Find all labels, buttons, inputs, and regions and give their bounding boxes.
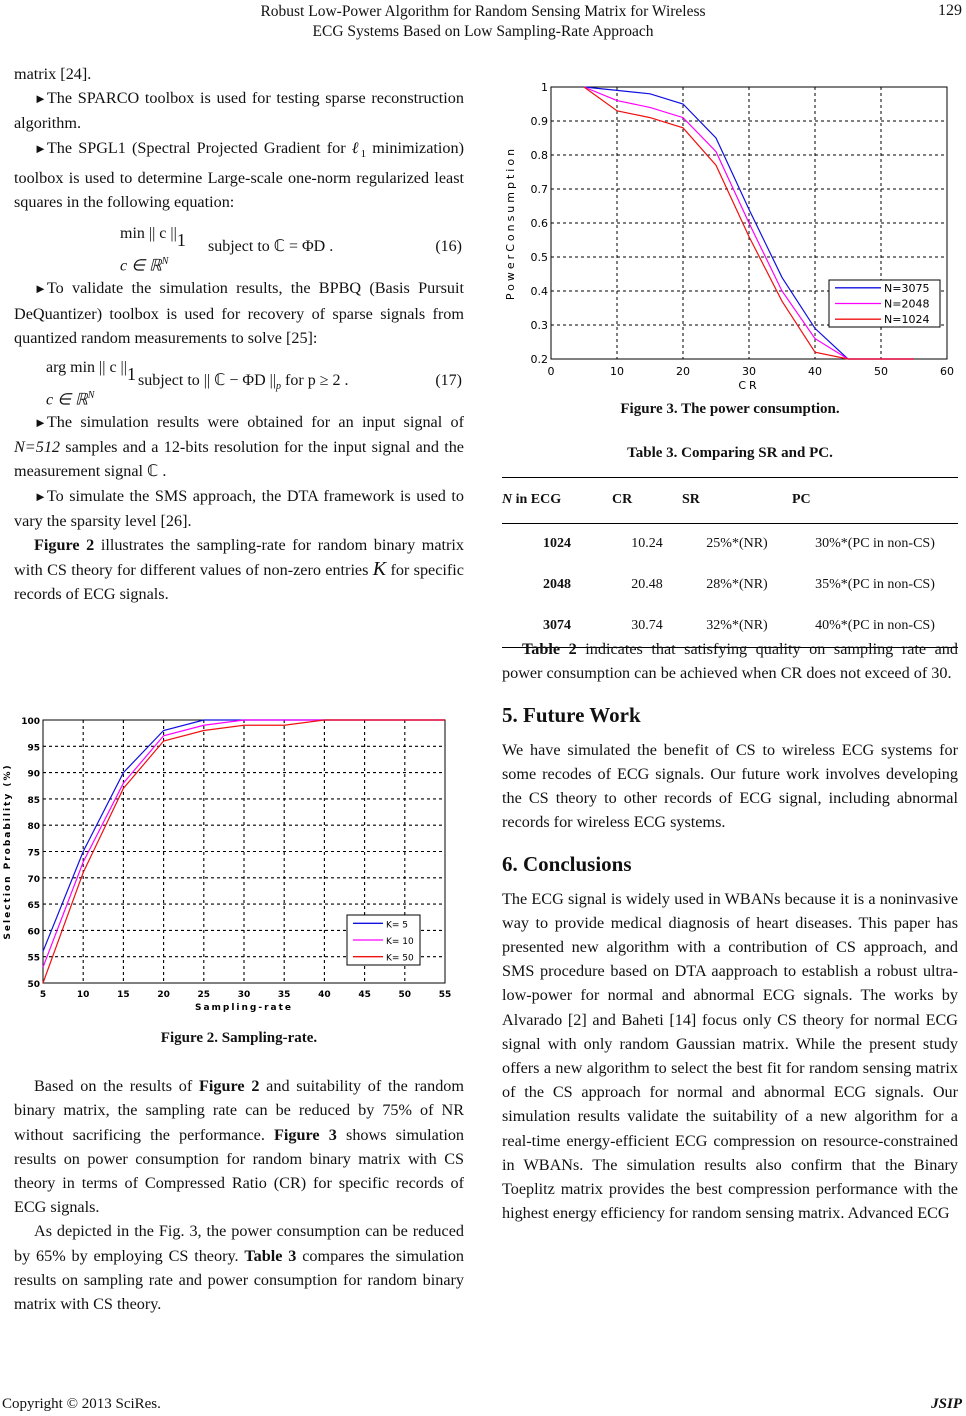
x-axis-label: Sampling-rate — [194, 1003, 294, 1013]
left-column — [14, 62, 464, 607]
journal-abbrev: JSIP — [931, 1396, 962, 1412]
y-tick-label: 0.9 — [530, 115, 548, 128]
figure-3-chart — [490, 70, 966, 390]
x-tick-label: 10 — [76, 990, 90, 1000]
x-tick-label: 0 — [547, 365, 555, 378]
y-tick-label: 80 — [27, 822, 40, 833]
table-row: 3074 30.74 32%*(NR) 40%*(PC in non-CS) — [502, 606, 958, 648]
table-row: 1024 10.24 25%*(NR) 30%*(PC in non-CS) — [543, 535, 935, 551]
paragraph-future-work: We have simulated the benefit of CS to wireless ECG systems for some recodes of ECG signals. Our future work involves developing the CS theory to other records of ECG signal, including abnormal records for wireless ECG systems. — [502, 740, 958, 832]
paragraph-figure3-results: As depicted in the Fig. 3, the power consumption can be reduced by 65% by employing CS theory. Table 3 compares the simulation results on sampling rate and power consumption for random binary matrix with CS theory. — [14, 1222, 465, 1314]
x-tick-label: 5 — [39, 990, 47, 1000]
y-axis-label: Selection Probability (%) — [3, 763, 13, 940]
y-tick-label: 0.7 — [530, 183, 548, 196]
column-header-n: N in ECG — [502, 478, 612, 523]
x-tick-label: 30 — [237, 990, 251, 1000]
y-axis-label: PowerConsumption — [504, 145, 517, 301]
bullet-paragraph-bpbq: ►To validate the simulation results, the BPBQ (Basis Pursuit DeQuantizer) toolbox is used for recovery of sparse signals from quantized random measurements to solve [25]: — [14, 279, 464, 347]
y-tick-label: 55 — [27, 953, 40, 964]
bullet-triangle-icon: ► — [34, 140, 47, 156]
legend-label: N=1024 — [884, 313, 930, 327]
y-tick-label: 0.6 — [530, 217, 548, 230]
bullet-triangle-icon: ► — [34, 415, 47, 431]
legend-label: K= 5 — [386, 920, 409, 931]
y-tick-label: 0.3 — [530, 319, 548, 332]
equation-number: (16) — [435, 238, 462, 256]
equation-number: (17) — [435, 372, 462, 390]
x-tick-label: 50 — [398, 990, 412, 1000]
x-tick-label: 45 — [358, 990, 371, 1000]
x-tick-label: 60 — [940, 365, 954, 378]
right-column — [502, 397, 958, 648]
bullet-paragraph-simulation: ►The simulation results were obtained for an input signal of N=512 samples and a 12-bits resolution for the input signal and the measurement signal ℂ . — [14, 413, 464, 481]
figure-3-caption: Figure 3. The power consumption. — [620, 401, 840, 417]
figure-2-caption: Figure 2. Sampling-rate. — [160, 1030, 318, 1046]
y-tick-label: 95 — [27, 743, 40, 754]
bullet-triangle-icon: ► — [34, 281, 47, 297]
column-header-sr: SR — [682, 478, 792, 523]
table-header-row — [502, 478, 958, 523]
y-tick-label: 0.4 — [530, 285, 548, 298]
paragraph-table2: Table 2 indicates that satisfying quality on sampling rate and power consumption can be achieved when CR does not exceed of 30. — [502, 640, 958, 683]
y-tick-label: 75 — [27, 848, 40, 859]
y-tick-label: 65 — [27, 901, 40, 912]
bullet-paragraph-spgl1: ►The SPGL1 (Spectral Projected Gradient for ℓ$_1$ minimization) toolbox is used to determine Large-scale one-norm regularized least squares in the following equation: — [14, 138, 464, 212]
bullet-paragraph-sms: ►To simulate the SMS approach, the DTA framework is used to vary the sparsity level [26]. — [14, 486, 464, 530]
y-tick-label: 0.8 — [530, 149, 548, 162]
legend-label: K= 50 — [386, 953, 414, 964]
y-tick-label: 1 — [541, 81, 548, 94]
equation-16: min || c ||1 c ∈ ℝ$^N$ subject to ℂ = ΦD . (16) — [120, 225, 462, 275]
x-axis-label: CR — [738, 379, 760, 390]
legend-label: K= 10 — [386, 937, 414, 947]
left-column-lower — [14, 1026, 464, 1316]
y-tick-label: 100 — [21, 717, 40, 727]
x-tick-label: 25 — [197, 990, 211, 1000]
table-3 — [502, 477, 958, 648]
equation-17: arg min || c ||1 c ∈ ℝ$^N$ subject to || ℂ − ΦD $||_p$ for p ≥ 2 . (17) — [46, 359, 462, 409]
running-header-line1: Robust Low-Power Algorithm for Random Sensing Matrix for Wireless — [260, 3, 706, 20]
y-tick-label: 60 — [27, 927, 40, 938]
paragraph-conclusions: The ECG signal is widely used in WBANs because it is a noninvasive way to provide medical diagnosis of heart diseases. This paper has presented new algorithm with a contribution of CS approach, and SMS procedure based on DTA aapproach to establish a robust ultra-low-power for normal and abnormal ECG signals. The works by Alvarado [2] and Baheti [14] focus only CS theory for normal ECG signal with only random Gaussian matrix. While the present study offers a new algorithm to select the best fit for random sensing matrix of the CS approach for normal and abnormal ECG signals. Our simulation results validate the suitability of a new algorithm for a real-time energy-efficient ECG compression on resource-constrained in WBANs. The simulation results also confirm that the Binary Toeplitz matrix provides the best compression performance with the highest energy efficiency for random sensing matrix. Advanced ECG — [502, 889, 958, 1223]
running-header-line2: ECG Systems Based on Low Sampling-Rate Approach — [312, 23, 654, 40]
x-tick-label: 40 — [318, 990, 331, 1000]
x-tick-label: 35 — [277, 990, 291, 1000]
column-header-pc: PC — [792, 478, 958, 523]
y-tick-label: 70 — [27, 874, 40, 885]
x-tick-label: 20 — [676, 365, 690, 378]
x-tick-label: 20 — [157, 990, 170, 1000]
y-tick-label: 0.5 — [530, 251, 548, 264]
x-tick-label: 55 — [438, 990, 452, 1000]
y-tick-label: 85 — [27, 795, 40, 806]
bullet-paragraph-sparco: ►The SPARCO toolbox is used for testing sparse reconstruction algorithm. — [14, 89, 464, 133]
y-tick-label: 0.2 — [530, 353, 548, 366]
bullet-triangle-icon: ► — [34, 488, 47, 504]
copyright-notice: Copyright © 2013 SciRes. — [2, 1396, 161, 1412]
bullet-triangle-icon: ► — [34, 91, 47, 107]
x-tick-label: 50 — [874, 365, 888, 378]
section-heading-conclusions: 6. Conclusions — [502, 852, 632, 877]
paragraph: matrix [24]. — [14, 65, 92, 83]
table-3-caption: Table 3. Comparing SR and PC. — [627, 445, 833, 462]
legend-label: N=2048 — [884, 297, 930, 311]
y-tick-label: 50 — [27, 980, 40, 990]
running-header — [0, 2, 966, 42]
figure-2-chart — [0, 705, 480, 1015]
section-heading-future-work: 5. Future Work — [502, 703, 641, 728]
paragraph-figure2-intro: Figure 2 illustrates the sampling-rate for random binary matrix with CS theory for different values of non-zero entries K for specific records of ECG signals. — [14, 536, 464, 604]
page-number: 129 — [938, 2, 962, 19]
y-tick-label: 90 — [27, 769, 40, 780]
legend-label: N=3075 — [884, 281, 930, 295]
column-header-cr: CR — [612, 478, 682, 523]
paragraph-figure2-results: Based on the results of Figure 2 and suitability of the random binary matrix, the sampling rate can be reduced by 75% of NR without sacrificing the performance. Figure 3 shows simulation results on power consumption for random binary matrix with CS theory in terms of Compressed Ratio (CR) for specific records of ECG signals. — [14, 1077, 465, 1217]
x-tick-label: 30 — [742, 365, 756, 378]
x-tick-label: 15 — [117, 990, 130, 1000]
right-column-text — [502, 637, 958, 1225]
table-row: 2048 20.48 28%*(NR) 35%*(PC in non-CS) — [543, 576, 935, 592]
x-tick-label: 10 — [610, 365, 624, 378]
x-tick-label: 40 — [808, 365, 822, 378]
